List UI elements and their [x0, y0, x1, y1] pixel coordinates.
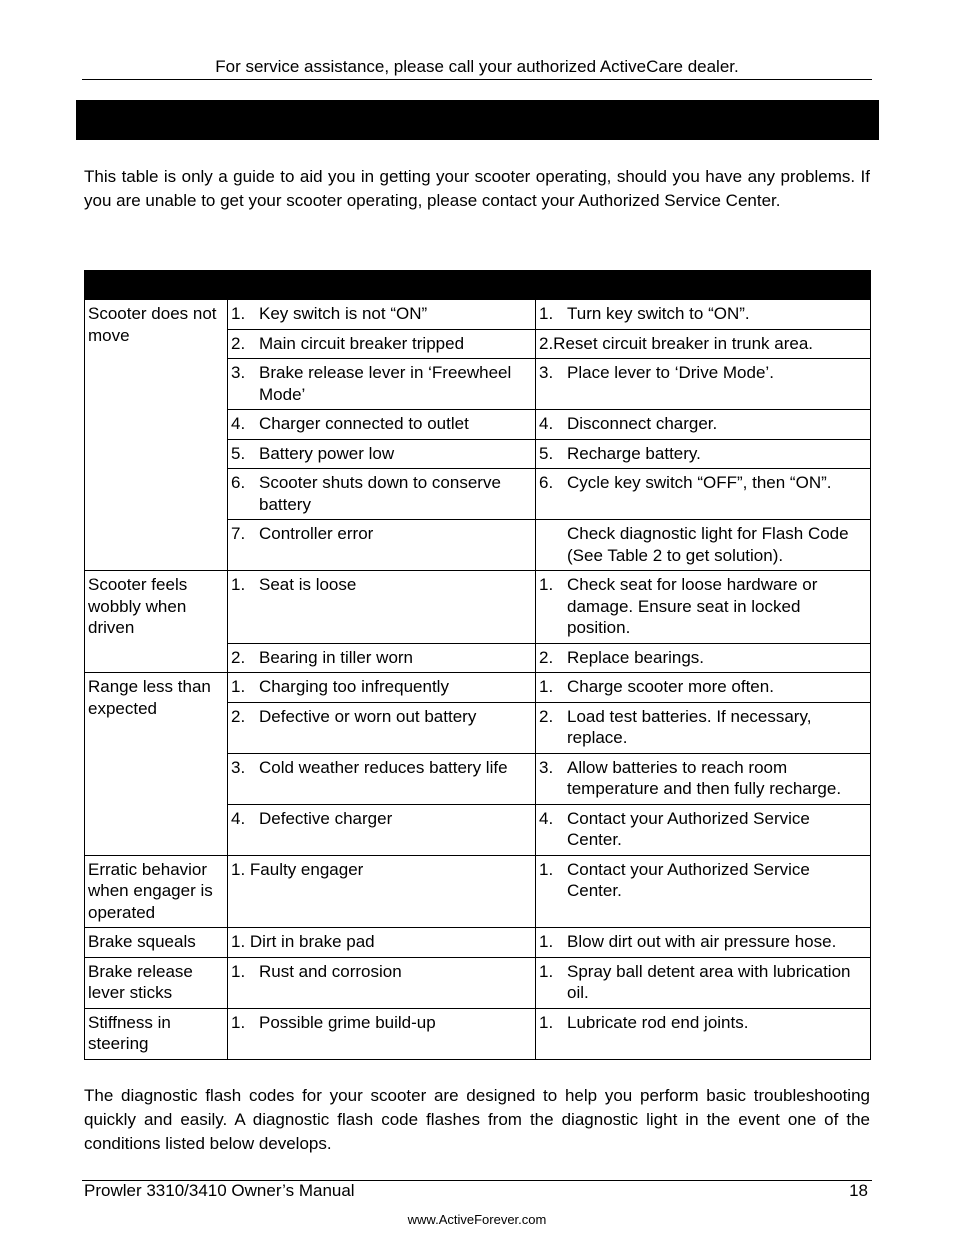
item-number: 1. — [231, 304, 246, 323]
table-header-cell — [85, 271, 228, 300]
problem-text: Range less than expected — [88, 677, 211, 718]
solution-cell — [536, 300, 871, 330]
item-number: 2. — [539, 647, 554, 667]
solution-cell — [536, 520, 871, 571]
cause-cell — [228, 300, 536, 330]
item-text: Cold weather reduces battery life — [259, 757, 508, 777]
item-number: 5. — [231, 443, 246, 463]
solution-cell — [536, 359, 871, 410]
item-number: 3. — [539, 363, 554, 382]
item-text: Charger connected to outlet — [259, 414, 469, 433]
item-text: Allow batteries to reach room temperature and then fully recharge. — [567, 757, 842, 798]
item-text: Defective charger — [259, 808, 393, 828]
item-number: 1. — [231, 961, 246, 981]
item-number: 5. — [539, 443, 554, 463]
numbered-item — [231, 757, 532, 779]
footer-url: www.ActiveForever.com — [407, 1212, 547, 1227]
solution-cell — [536, 643, 871, 673]
item-number: 1. — [231, 575, 246, 594]
item-number: 1. — [539, 677, 554, 696]
cause-cell — [228, 957, 536, 1008]
item-number: 3. — [231, 757, 246, 777]
table-row — [85, 855, 871, 928]
solution-cell — [536, 571, 871, 644]
item-text: Recharge battery. — [567, 443, 701, 463]
section-title-bar — [76, 100, 879, 140]
item-number: 2. — [231, 647, 246, 667]
numbered-item — [539, 859, 867, 902]
footer-page-number: 18 — [849, 1181, 868, 1200]
numbered-item — [231, 706, 532, 728]
numbered-item — [231, 523, 532, 545]
solution-cell — [536, 702, 871, 753]
table-body — [85, 300, 871, 1060]
problem-cell — [85, 300, 228, 571]
numbered-item — [231, 362, 532, 405]
numbered-item — [231, 472, 532, 515]
problem-text: Brake squeals — [88, 932, 196, 951]
troubleshooting-table — [84, 270, 871, 1060]
item-number: 2. — [231, 333, 246, 353]
solution-cell — [536, 855, 871, 928]
numbered-item — [539, 472, 867, 494]
numbered-item — [539, 757, 867, 800]
numbered-item — [539, 1012, 867, 1034]
problem-text: Scooter feels wobbly when driven — [88, 575, 188, 637]
solution-cell — [536, 439, 871, 469]
item-text: Battery power low — [259, 443, 395, 463]
item-text: Bearing in tiller worn — [259, 647, 414, 667]
numbered-item — [539, 574, 867, 639]
item-number: 6. — [539, 473, 554, 492]
item-number: 1. — [539, 932, 554, 951]
item-text: Possible grime build-up — [259, 1012, 436, 1032]
item-text: Defective or worn out battery — [259, 706, 477, 726]
cause-cell — [228, 571, 536, 644]
problem-cell — [85, 855, 228, 928]
item-text: Charging too infrequently — [259, 677, 449, 696]
item-number: 1. — [231, 677, 246, 696]
item-text: Contact your Authorized Service Center. — [567, 859, 810, 900]
numbered-item — [539, 808, 867, 851]
header-divider — [82, 79, 872, 80]
cause-cell — [228, 643, 536, 673]
cause-cell — [228, 469, 536, 520]
numbered-item — [231, 647, 532, 669]
table-row — [85, 957, 871, 1008]
solution-cell — [536, 928, 871, 958]
cause-cell — [228, 928, 536, 958]
solution-cell — [536, 804, 871, 855]
problem-text: Erratic behavior when engager is operated — [88, 859, 213, 922]
item-text: Lubricate rod end joints. — [567, 1012, 749, 1032]
item-number: 4. — [539, 414, 554, 433]
problem-cell — [85, 1008, 228, 1059]
item-text: 1. Faulty engager — [231, 859, 364, 879]
cause-cell — [228, 855, 536, 928]
numbered-item — [539, 413, 867, 435]
problem-cell — [85, 571, 228, 673]
solution-cell — [536, 410, 871, 440]
item-text: Spray ball detent area with lubrication oil. — [567, 961, 851, 1002]
item-text: Scooter shuts down to conserve battery — [259, 473, 501, 514]
item-number: 1. — [539, 304, 554, 323]
table-header-cell — [536, 271, 871, 300]
problem-text: Stiffness in steering — [88, 1012, 171, 1053]
page-header: For service assistance, please call your authorized ActiveCare dealer. — [215, 57, 739, 76]
solution-cell — [536, 1008, 871, 1059]
numbered-item — [539, 961, 867, 1004]
problem-cell — [85, 673, 228, 856]
table-header-cell — [228, 271, 536, 300]
problem-text: Scooter does not move — [88, 304, 217, 345]
cause-cell — [228, 753, 536, 804]
numbered-item — [539, 931, 867, 953]
table-row — [85, 928, 871, 958]
solution-cell — [536, 673, 871, 703]
item-number: 2. — [231, 706, 246, 726]
numbered-item — [231, 1012, 532, 1034]
item-text: Contact your Authorized Service Center. — [567, 808, 810, 849]
numbered-item — [539, 706, 867, 749]
closing-paragraph: The diagnostic flash codes for your scooter are designed to help you perform basic troubleshooting quickly and easily. A diagnostic flash code flashes from the diagnostic light in the event one of the conditions listed below develops. — [84, 1086, 870, 1153]
solution-cell — [536, 753, 871, 804]
item-number: 1. — [231, 1012, 246, 1032]
item-number: 1. — [539, 961, 554, 981]
item-number: 1. — [539, 575, 554, 594]
numbered-item — [231, 961, 532, 983]
numbered-item — [231, 443, 532, 465]
item-text: Main circuit breaker tripped — [259, 333, 465, 353]
solution-cell — [536, 329, 871, 359]
item-text: Controller error — [259, 524, 374, 543]
cause-cell — [228, 804, 536, 855]
cause-cell — [228, 359, 536, 410]
item-text: Check seat for loose hardware or damage. Ensure seat in locked position. — [567, 575, 818, 637]
item-number: 3. — [539, 757, 554, 777]
numbered-item — [231, 413, 532, 435]
solution-cell — [536, 957, 871, 1008]
item-number — [539, 523, 567, 566]
item-number: 2. — [539, 706, 554, 726]
table-row — [85, 673, 871, 703]
cause-cell — [228, 702, 536, 753]
item-number: 4. — [231, 414, 246, 433]
item-text: Disconnect charger. — [567, 414, 718, 433]
numbered-item — [539, 647, 867, 669]
table-header-row — [85, 271, 871, 300]
item-text: Cycle key switch “OFF”, then “ON”. — [567, 473, 832, 492]
cause-cell — [228, 410, 536, 440]
item-number: 4. — [231, 808, 246, 828]
item-number: 6. — [231, 473, 246, 492]
footer-manual-title: Prowler 3310/3410 Owner’s Manual — [84, 1181, 355, 1200]
numbered-item — [231, 676, 532, 698]
numbered-item — [539, 523, 867, 566]
numbered-item — [231, 303, 532, 325]
numbered-item — [539, 362, 867, 384]
numbered-item — [231, 574, 532, 596]
item-text: Charge scooter more often. — [567, 677, 774, 696]
numbered-item — [539, 676, 867, 698]
item-text: Turn key switch to “ON”. — [567, 304, 750, 323]
numbered-item — [539, 443, 867, 465]
table-row — [85, 571, 871, 644]
item-text: Brake release lever in ‘Freewheel Mode’ — [259, 363, 512, 404]
item-text: 2.Reset circuit breaker in trunk area. — [539, 333, 814, 353]
numbered-item — [231, 333, 532, 355]
item-text: Blow dirt out with air pressure hose. — [567, 932, 837, 951]
numbered-item — [231, 808, 532, 830]
problem-cell — [85, 957, 228, 1008]
item-text: Load test batteries. If necessary, replace. — [567, 706, 812, 747]
item-text: Place lever to ‘Drive Mode’. — [567, 363, 774, 382]
item-number: 7. — [231, 524, 246, 543]
cause-cell — [228, 520, 536, 571]
problem-text: Brake release lever sticks — [88, 961, 193, 1002]
item-text: 1. Dirt in brake pad — [231, 932, 375, 951]
cause-cell — [228, 1008, 536, 1059]
item-text: Key switch is not “ON” — [259, 304, 428, 323]
item-number: 3. — [231, 363, 246, 382]
item-text: Replace bearings. — [567, 647, 705, 667]
table-row — [85, 300, 871, 330]
numbered-item — [539, 303, 867, 325]
item-number: 1. — [539, 1012, 554, 1032]
item-text: Check diagnostic light for Flash Code (See Table 2 to get solution). — [567, 524, 849, 565]
cause-cell — [228, 439, 536, 469]
cause-cell — [228, 673, 536, 703]
solution-cell — [536, 469, 871, 520]
item-text: Rust and corrosion — [259, 961, 402, 981]
problem-cell — [85, 928, 228, 958]
item-number: 4. — [539, 808, 554, 828]
cause-cell — [228, 329, 536, 359]
item-number: 1. — [539, 859, 554, 879]
intro-paragraph: This table is only a guide to aid you in getting your scooter operating, should you have any problems. If you are unable to get your scooter operating, please contact your Authorized Service Center. — [84, 167, 870, 210]
item-text: Seat is loose — [259, 575, 357, 594]
table-row — [85, 1008, 871, 1059]
